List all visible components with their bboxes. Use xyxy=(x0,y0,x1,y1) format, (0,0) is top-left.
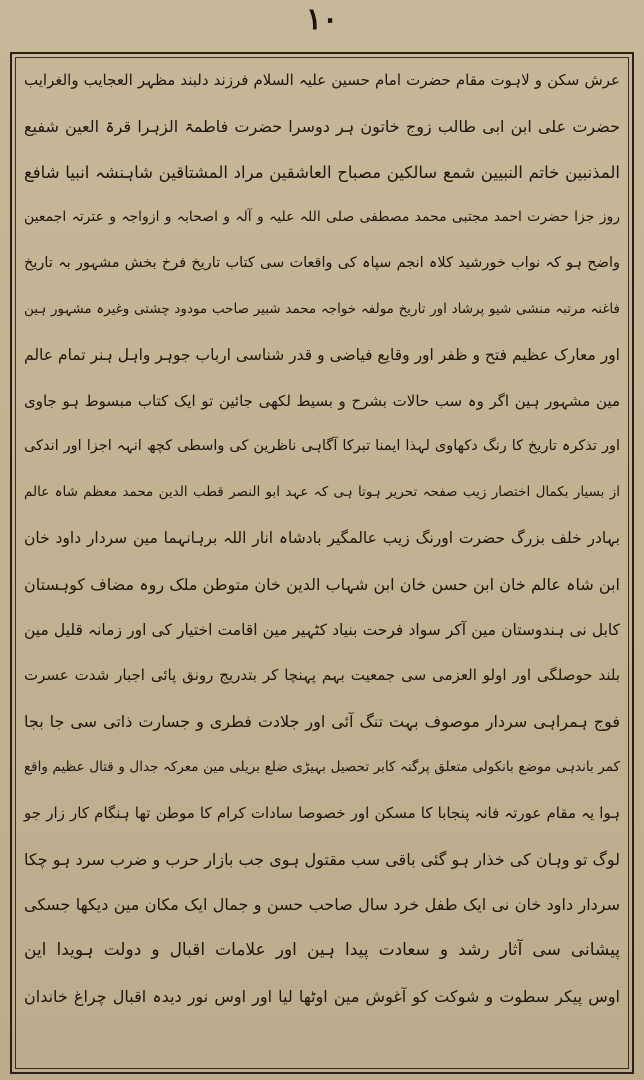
text-line: کمر باندہی موضع بانکولی متعلق پرگنہ کابر تحصیل بہیڑی ضلع بریلی مین معرکہ جدال و قتال عظیم واقع xyxy=(24,758,620,775)
text-line: فوج ہمراہی سردار موصوف بہت تنگ آئی اور جلادت فطری و جسارت ذاتی سی جا بجا xyxy=(24,712,620,732)
text-line: المذنبین خاتم النبیین شمع سالکین مصباح العاشقین مراد المشتاقین شاہنشہ انبیا شافع xyxy=(24,162,620,182)
text-line: پیشانی سی آثار رشد و سعادت پیدا ہین اور علامات اقبال و دولت ہویدا این xyxy=(24,940,620,961)
page-number: ۱۰ xyxy=(305,2,339,37)
text-line: فاغنہ مرتبہ منشی شیو پرشاد اور تاریخ مولفہ خواجہ محمد شبیر صاحب مودود چشتی وغیرہ مشہور ہین xyxy=(24,300,620,317)
text-line: ہوا یہ مقام عورتہ فانہ پنجابا کا مسکن اور خصوصا سادات کرام کا موطن تھا ہنگام کار زار جو xyxy=(24,803,620,822)
text-line: سردار داود خان نی ایک طفل خرد سال صاحب حسن و جمال ایک مکان مین دیکھا جسکی xyxy=(24,895,620,915)
text-line: لوگ تو وہان کی خذار ہو گئی باقی سب مقتول ہوی جب بازار حرب و ضرب سرد ہو چکا xyxy=(24,849,620,869)
text-line: از بسیار بکمال اختصار زیب صفحہ تحریر ہوتا ہی کہ عہد ابو النصر قطب الدین محمد معظم شاہ عالم xyxy=(24,484,620,501)
text-line: عرش سکن و لاہوت مقام حضرت امام حسین علیہ السلام فرزند دلبند مظہر العجایب والغرایب xyxy=(24,71,620,89)
text-block xyxy=(20,58,624,1068)
text-line: روز جزا حضرت احمد مجتبی محمد مصطفی صلی اللہ علیہ و آلہ و اصحابہ و ازواجہ و عترتہ اجمعین xyxy=(24,209,620,226)
text-line: مین مشہور ہین اگر وہ سب حالات بشرح و بسیط لکھی جائین تو ایک کتاب مبسوط ہو جاوی xyxy=(24,391,620,410)
text-line: ابن شاہ عالم خان ابن حسن خان ابن شہاب الدین خان متوطن ملک روہ مضاف کوہستان xyxy=(24,574,620,594)
text-line: واضح ہو کہ نواب خورشید کلاہ انجم سپاہ کی واقعات سی کتاب تاریخ فرخ بخش مشہور بہ تاریخ xyxy=(24,255,620,272)
text-line: بلند حوصلگی اور اولو العزمی سی جمعیت بہم پہنچا کر بتدریج رونق پائی اجبار شدت عسرت xyxy=(24,666,620,685)
text-line: اور تذکرہ تاریخ کا رنگ دکھاوی لہذا ایمنا تبرکا آگاہی ناظرین کی واسطی کچھ انہہ اجزا اور اندکی xyxy=(24,438,620,455)
text-line: بہادر خلف بزرگ حضرت اورنگ زیب عالمگیر بادشاہ انار اللہ برہانہما مین سردار داود خان xyxy=(24,528,620,547)
text-line: اوس پیکر سطوت و شوکت کو آغوش مین اوٹھا لیا اور اوس نور دیدہ اقبال چراغ خاندان xyxy=(24,986,620,1006)
text-line: حضرت علی ابن ابی طالب زوج خاتون ہر دوسرا حضرت فاطمۃ الزہرا قرۃ العین شفیع xyxy=(24,116,620,136)
text-line: اور معارک عظیم فتح و ظفر اور وقایع فیاضی و قدر شناسی ارباب جوہر واہل ہنر تمام عالم xyxy=(24,345,620,364)
text-line: کابل نی ہندوستان مین آکر سواد فرحت بنیاد کٹہیر مین اقامت اختیار کی اور زمانہ قلیل مین xyxy=(24,620,620,639)
